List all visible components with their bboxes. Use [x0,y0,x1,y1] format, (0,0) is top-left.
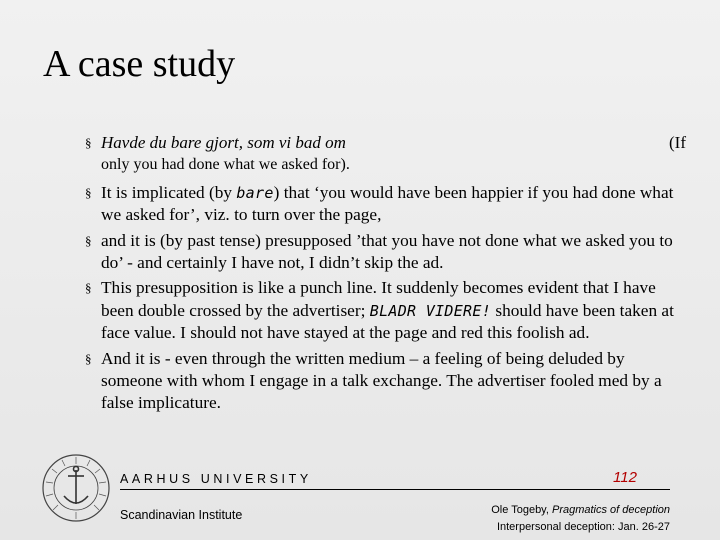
bullet-text: This presupposition is like a punch line. It suddenly becomes evident that I have been double crossed by the advertiser; [101,278,656,320]
square-bullet-icon: § [85,280,92,296]
bullet-text: and it is (by past tense) presupposed ’that you have not done what we asked you to do’ - and certainly I have not, I didn’t skip the ad. [101,230,673,273]
institute-name: Scandinavian Institute [120,508,243,522]
bullet-item-punch-line [86,277,686,344]
aarhus-university-seal-icon [40,452,112,524]
author-block [491,502,670,536]
translation-text: only you had done what we asked for). [101,156,350,174]
lecture-title: Pragmatics of deception [551,504,670,516]
bullet-emphasis: bare [236,183,274,202]
square-bullet-icon: § [85,184,92,200]
square-bullet-icon: § [85,232,92,248]
translation-start: (If [669,133,686,152]
author-line [491,502,670,519]
bullet-item-implicature [86,182,686,227]
bullet-item-deluded [86,348,686,415]
bullet-text: ) that ‘you would have been happier if you had done what we asked for’, viz. to turn over the page, [101,182,674,225]
bullet-item-danish-quote [86,132,686,177]
bullet-emphasis: BLADR VIDERE! [369,301,492,320]
bullet-text: should have been taken at face value. I should not have stayed at the page and red this foolish ad. [101,300,674,343]
slide-title: A case study [43,43,236,85]
bullet-line [101,132,686,154]
square-bullet-icon: § [85,135,92,150]
footer-divider [120,489,670,490]
bullet-text: It is implicated (by [101,182,237,202]
author-name: Ole Togeby, [491,504,552,516]
danish-quote: Havde du bare gjort, som vi bad om [101,133,346,152]
course-line: Interpersonal deception: Jan. 26-27 [496,521,670,533]
university-name: AARHUS UNIVERSITY [120,472,312,486]
square-bullet-icon: § [85,350,92,366]
bullet-text: And it is - even through the written medium – a feeling of being deluded by someone with whom I engage in a talk exchange. The advertiser fooled med by a false implicature. [101,348,662,413]
bullet-item-presupposition [86,230,686,275]
bullet-list [86,132,686,418]
page-number: 112 [613,469,637,486]
